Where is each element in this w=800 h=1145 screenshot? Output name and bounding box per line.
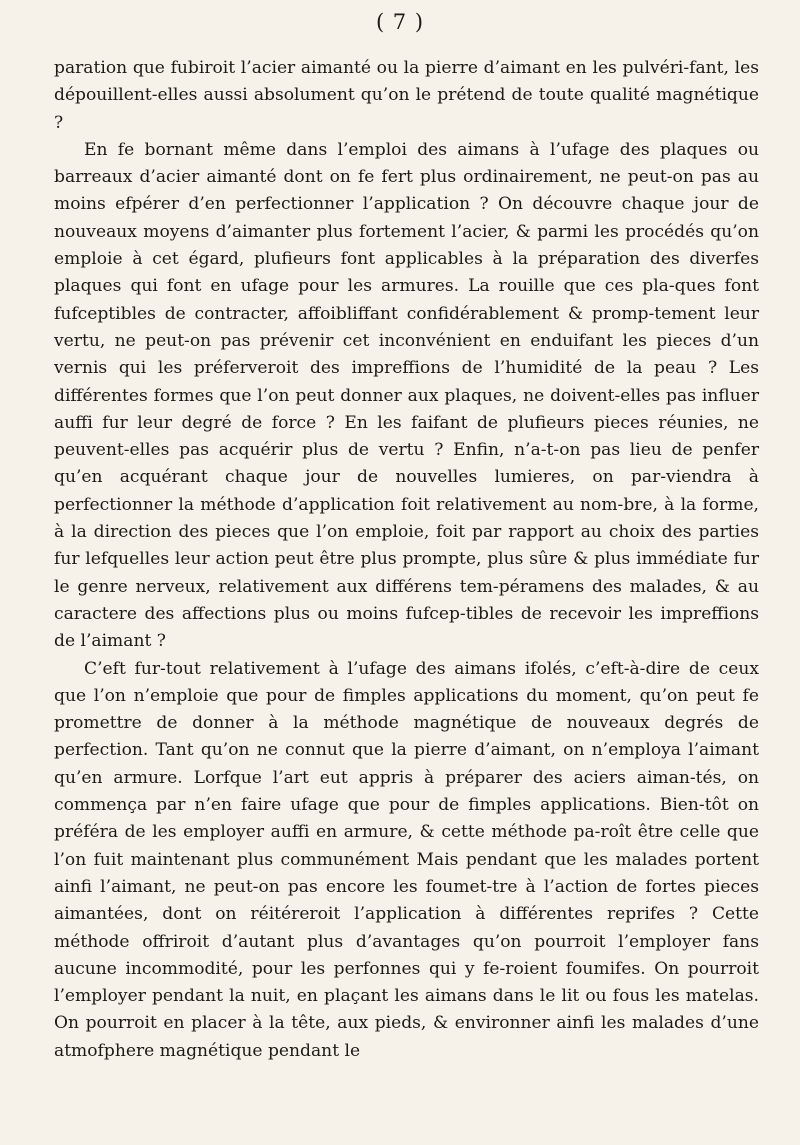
paragraph-3: C’eft fur-tout relativement à l’ufage des aimans ifolés, c’eft-à-dire de ceux que l’on n’emploie que pour de fimples applications du moment, qu’on peut fe promettre de donner à la méthode magnétique de nouveaux degrés de perfection. Tant qu’on ne connut que la pierre d’aimant, on n’employa l’aimant qu’en armure. Lorfque l’art eut appris à préparer des aciers aiman-tés, on commença par n’en faire ufage que pour de fimples applications. Bien-tôt on préféra de les employer auffi en armure, & cette méthode pa-roît être celle que l’on fuit maintenant plus communément Mais pendant que les malades portent ainfi l’aimant, ne peut-on pas encore les foumet-tre à l’action de fortes pieces aimantées, dont on réitéreroit l’application à différentes reprifes ? Cette méthode offriroit d’autant plus d’avantages qu’on pourroit l’employer fans aucune incommodité, pour les perfonnes qui y fe-roient foumifes. On pourroit l’employer pendant la nuit, en plaçant les aimans dans le lit ou fous les matelas. On pourroit en placer à la tête, aux pieds, & environner ainfi les malades d’une atmofphere magnétique pendant le xyxy=(54,658,759,1061)
paragraph-1: paration que fubiroit l’acier aimanté ou la pierre d’aimant en les pulvéri-fant, les dépouillent-elles aussi absolument qu’on le prétend de toute qualité magnétique ? xyxy=(54,58,759,133)
paragraph-2: En fe bornant même dans l’emploi des aimans à l’ufage des plaques ou barreaux d’acier aimanté dont on fe fert plus ordinairement, ne peut-on pas au moins efpérer d’en perfectionner l’application ? On découvre chaque jour de nouveaux moyens d’aimanter plus fortement l’acier, & parmi les procédés qu’on emploie à cet égard, plufieurs font applicables à la préparation des diverfes plaques qui font en ufage pour les armures. La rouille que ces pla-ques font fufceptibles de contracter, affoibliffant confidérablement & promp-tement leur vertu, ne peut-on pas prévenir cet inconvénient en enduifant les pieces d’un vernis qui les préferveroit des impreffions de l’humidité de la peau ? Les différentes formes que l’on peut donner aux plaques, ne doivent-elles pas influer auffi fur leur degré de force ? En les faifant de plufieurs pieces réunies, ne peuvent-elles pas acquérir plus de vertu ? Enfin, n’a-t-on pas lieu de penfer qu’en acquérant chaque jour de nouvelles lumieres, on par-viendra à perfectionner la méthode d’application foit relativement au nom-bre, à la forme, à la direction des pieces que l’on emploie, foit par rapport au choix des parties fur lefquelles leur action peut être plus prompte, plus sûre & plus immédiate fur le genre nerveux, relativement aux différens tem-péramens des malades, & au caractere des affections plus ou moins fufcep-tibles de recevoir les impreffions de l’aimant ? xyxy=(54,139,759,652)
page-number: ( 7 ) xyxy=(375,10,425,34)
body-text xyxy=(54,55,759,1065)
